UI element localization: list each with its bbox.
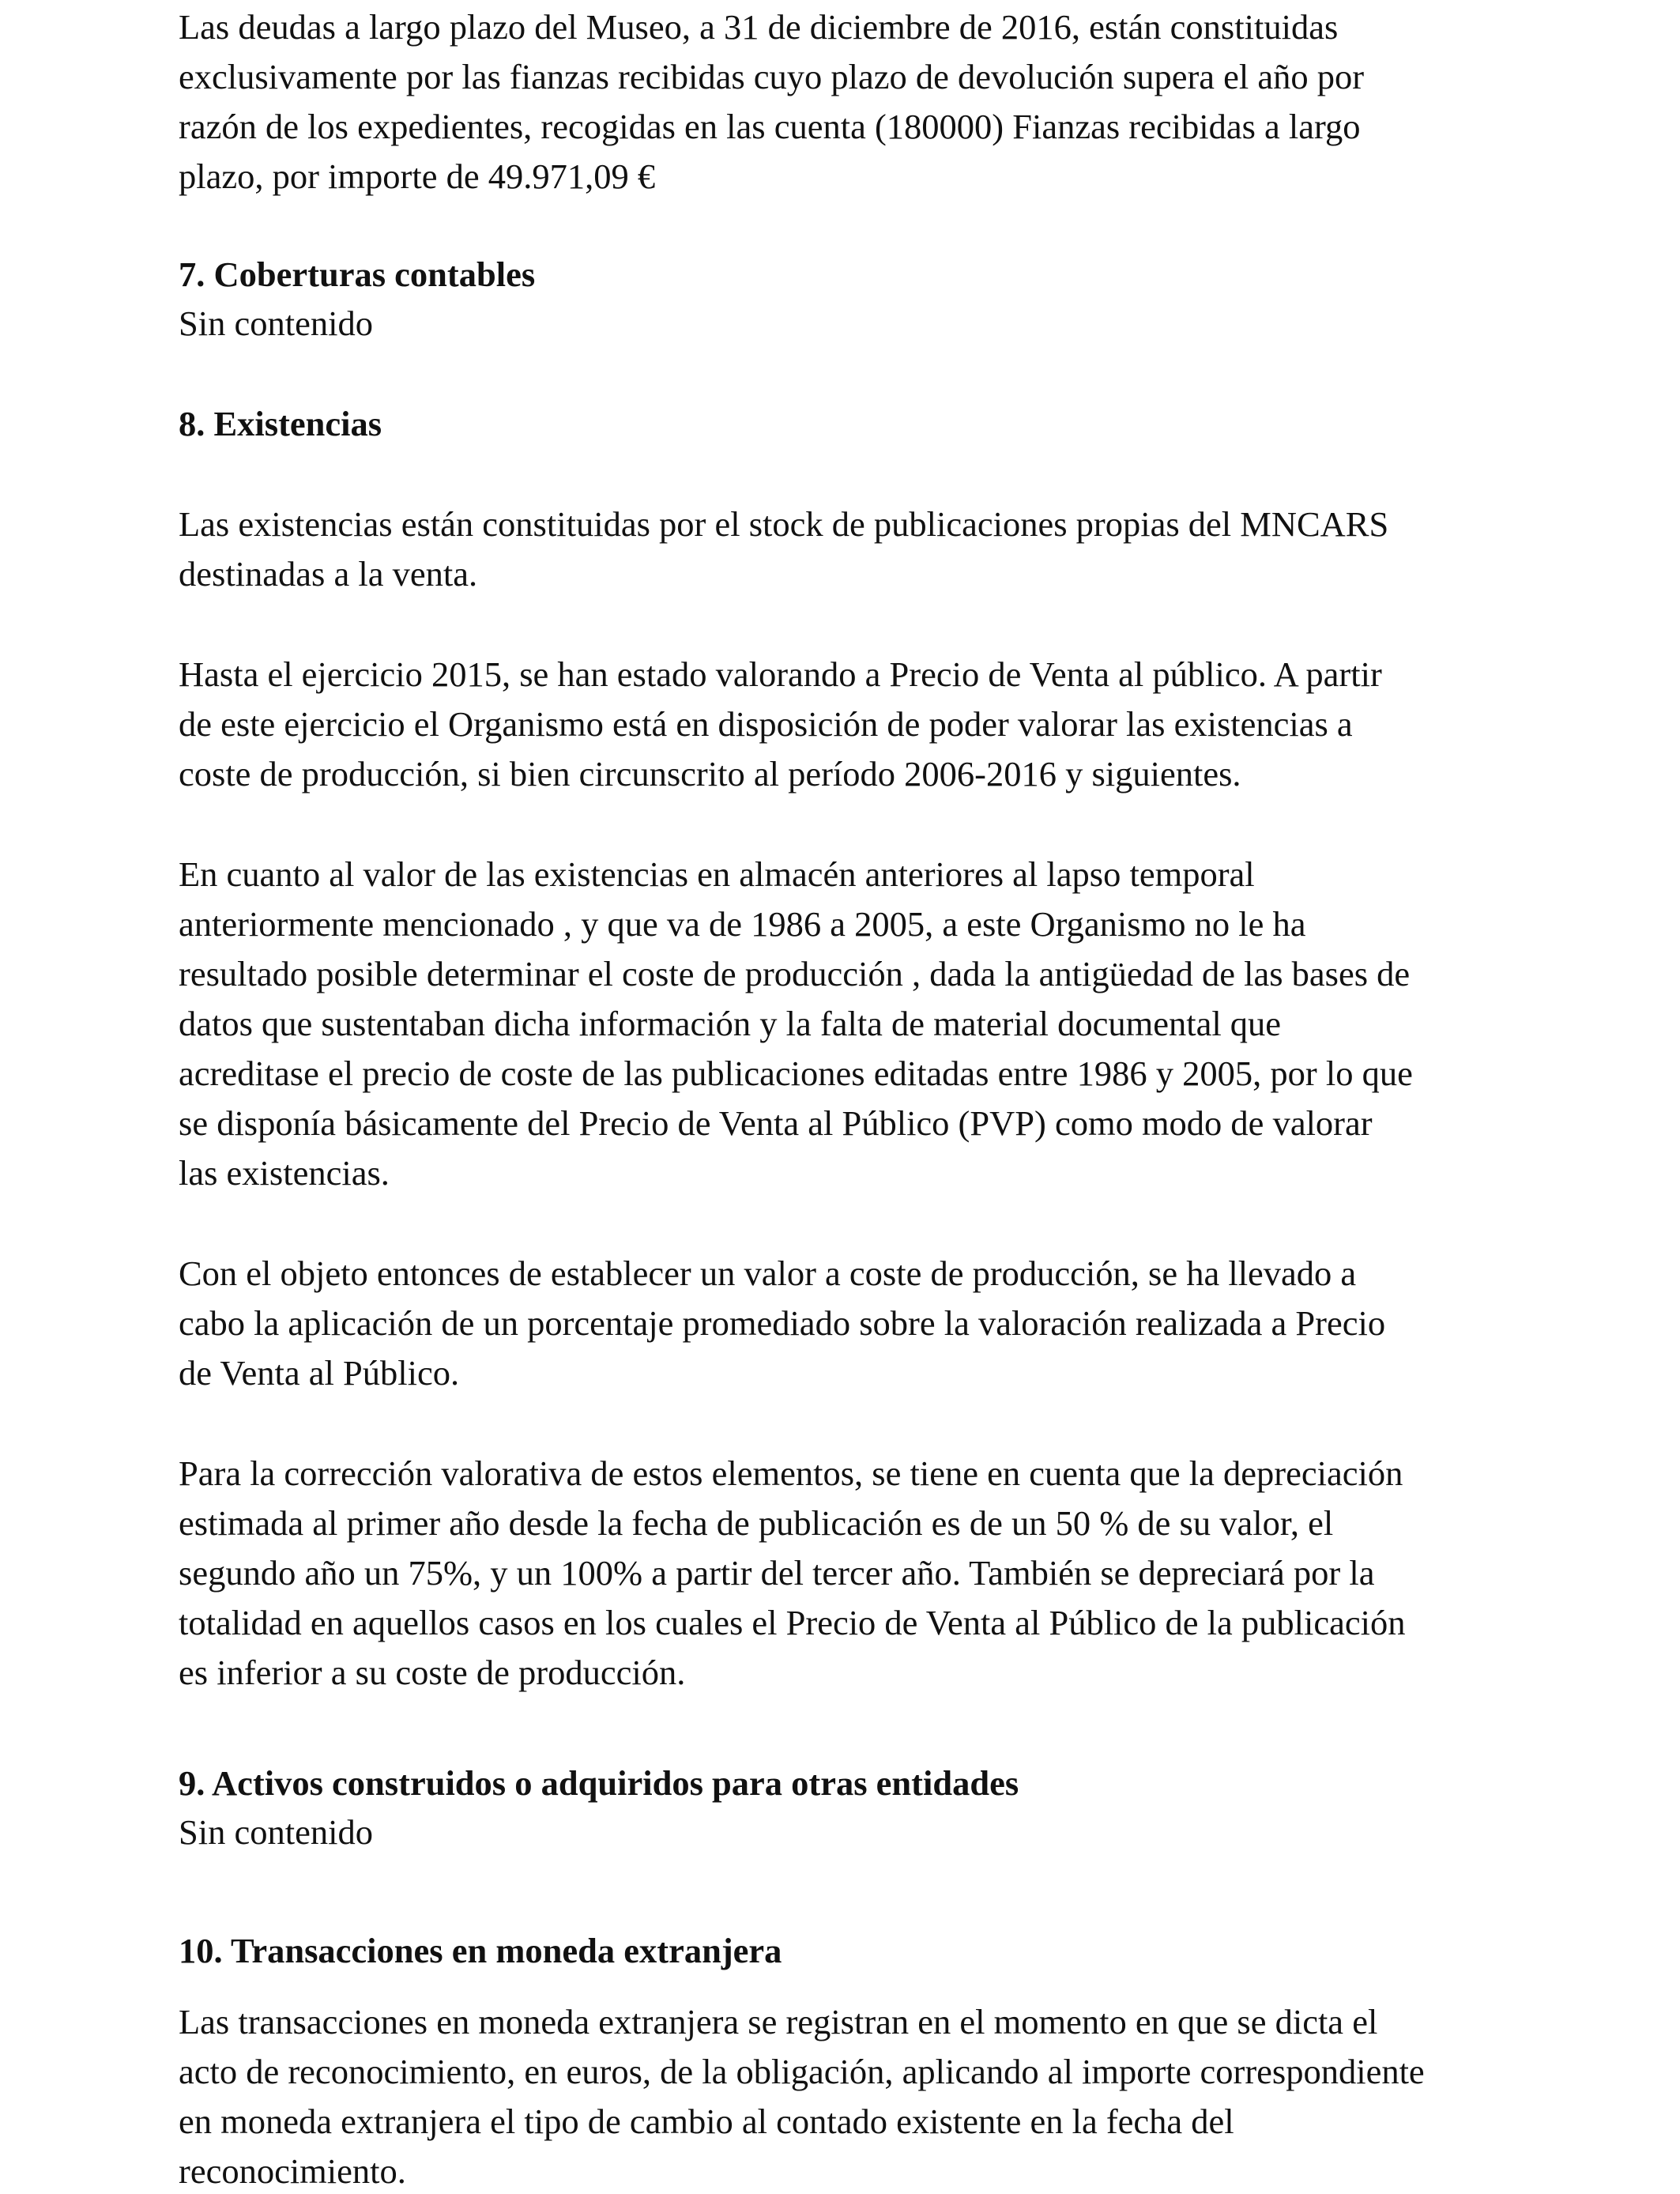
- section-heading: 9. Activos construidos o adquiridos para otras entidades: [179, 1763, 1019, 1803]
- text-line: en moneda extranjera el tipo de cambio al contado existente en la fecha del: [179, 2102, 1234, 2141]
- text-line: acreditase el precio de coste de las publicaciones editadas entre 1986 y 2005, por lo que: [179, 1054, 1413, 1093]
- text-line: reconocimiento.: [179, 2151, 406, 2191]
- text-line: de este ejercicio el Organismo está en disposición de poder valorar las existencias a: [179, 704, 1353, 744]
- text-line: se disponía básicamente del Precio de Venta al Público (PVP) como modo de valorar: [179, 1103, 1373, 1143]
- text-line: las existencias.: [179, 1153, 390, 1193]
- text-line: anteriormente mencionado , y que va de 1986 a 2005, a este Organismo no le ha: [179, 904, 1306, 944]
- section-heading: 10. Transacciones en moneda extranjera: [179, 1931, 782, 1970]
- section-heading: 7. Coberturas contables: [179, 254, 536, 294]
- text-line: exclusivamente por las fianzas recibidas cuyo plazo de devolución supera el año por: [179, 57, 1365, 96]
- text-line: datos que sustentaban dicha información y la falta de material documental que: [179, 1004, 1282, 1043]
- text-line: Las existencias están constituidas por el stock de publicaciones propias del MNCARS: [179, 504, 1389, 544]
- text-line: Para la corrección valorativa de estos elementos, se tiene en cuenta que la depreciación: [179, 1453, 1403, 1493]
- text-line: cabo la aplicación de un porcentaje promediado sobre la valoración realizada a Precio: [179, 1303, 1386, 1343]
- text-line: Las deudas a largo plazo del Museo, a 31 de diciembre de 2016, están constituidas: [179, 7, 1339, 47]
- text-line: coste de producción, si bien circunscrito al período 2006-2016 y siguientes.: [179, 754, 1241, 794]
- section-body: Sin contenido: [179, 303, 373, 343]
- text-line: Con el objeto entonces de establecer un valor a coste de producción, se ha llevado a: [179, 1253, 1357, 1293]
- section-heading: 8. Existencias: [179, 404, 382, 443]
- text-line: Hasta el ejercicio 2015, se han estado valorando a Precio de Venta al público. A partir: [179, 654, 1382, 694]
- text-line: segundo año un 75%, y un 100% a partir del tercer año. También se depreciará por la: [179, 1553, 1375, 1593]
- text-line: plazo, por importe de 49.971,09 €: [179, 156, 656, 196]
- text-line: totalidad en aquellos casos en los cuales el Precio de Venta al Público de la publicación: [179, 1603, 1406, 1642]
- section-body: Sin contenido: [179, 1812, 373, 1852]
- text-line: Las transacciones en moneda extranjera se registran en el momento en que se dicta el: [179, 2002, 1378, 2041]
- text-line: razón de los expedientes, recogidas en las cuenta (180000) Fianzas recibidas a largo: [179, 107, 1361, 146]
- text-line: acto de reconocimiento, en euros, de la obligación, aplicando al importe correspondiente: [179, 2052, 1425, 2091]
- text-line: es inferior a su coste de producción.: [179, 1653, 686, 1692]
- text-line: resultado posible determinar el coste de producción , dada la antigüedad de las bases de: [179, 954, 1411, 993]
- text-line: estimada al primer año desde la fecha de publicación es de un 50 % de su valor, el: [179, 1503, 1334, 1543]
- text-line: de Venta al Público.: [179, 1353, 460, 1393]
- text-line: destinadas a la venta.: [179, 554, 478, 594]
- text-line: En cuanto al valor de las existencias en almacén anteriores al lapso temporal: [179, 854, 1255, 894]
